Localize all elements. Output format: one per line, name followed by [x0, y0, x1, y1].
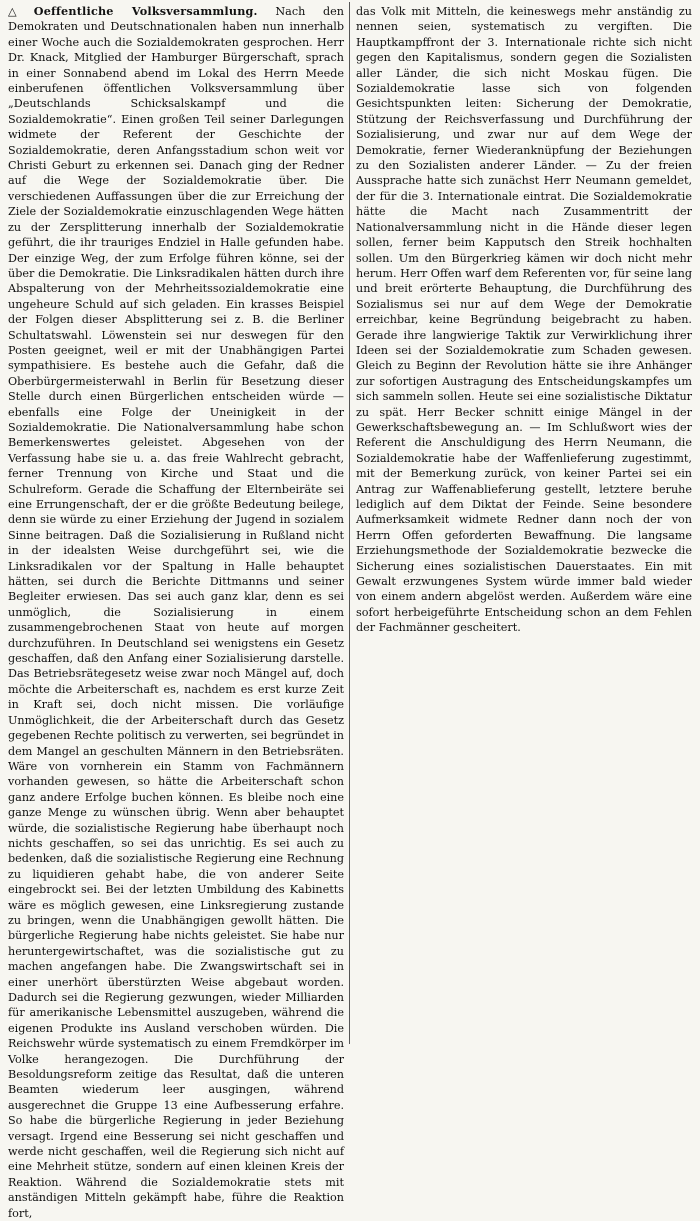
triangle-marker-icon: △: [8, 4, 31, 18]
article-column-left: [8, 4, 344, 1220]
article-lead-paragraph: [8, 4, 344, 1221]
article-text-right: das Volk mit Mitteln, die keineswegs mehr anständig zu nennen seien, systematisch zu vergiften. Die Hauptkampffront der 3. Internationale richte sich nicht gegen den Kapitalismus, sondern gegen die Sozialisten aller Länder, die sich nicht Moskau fügen. Die Sozialdemokratie lasse sich von folgenden Gesichtspunkten leiten: Sicherung der Demokratie, Stützung der Reichsverfassung und Durchführung der Sozialisierung, und zwar nur auf dem Wege der Demokratie, ferner Wiederanknüpfung der Beziehungen zu den Sozialisten anderer Länder. — Zu der freien Aussprache hatte sich zunächst Herr Neumann gemeldet, der für die 3. Internationale eintrat. Die Sozialdemokratie hätte die Macht nach Zusammentritt der Nationalversammlung nicht in die Hände dieser legen sollen, ferner beim Kapputsch den Streik hochhalten sollen. Um den Bürgerkrieg kämen wir doch nicht mehr herum. Herr Offen warf dem Referenten vor, für seine lang und breit erörterte Behauptung, die Durchführung des Sozialismus sei nur auf dem Wege der Demokratie erreichbar, keine Begründung beigebracht zu haben. Gerade ihre langwierige Taktik zur Verwirklichung ihrer Ideen sei der Sozialdemokratie zum Schaden gewesen. Gleich zu Beginn der Revolution hätte sie ihre Anhänger zur sofortigen Austragung des Entscheidungskampfes um sich sammeln sollen. Heute sei eine sozialistische Diktatur zu spät. Herr Becker schnitt einige Mängel in der Gewerkschaftsbewegung an. — Im Schlußwort wies der Referent die Anschuldigung des Herrn Neumann, die Sozialdemokratie habe der Waffenlieferung zugestimmt, mit der Bemerkung zurück, von keiner Partei sei ein Antrag zur Waffenablieferung gestellt, letztere beruhe lediglich auf dem Diktat der Feinde. Seine besondere Aufmerksamkeit widmete Redner dann noch der von Herrn Offen geforderten Bewaffnung. Die langsame Erziehungsmethode der Sozialdemokratie bezwecke die Sicherung eines sozialistischen Dauerstaates. Ein mit Gewalt erzwungenes System würde immer bald wieder von einem andern abgelöst werden. Außerdem wäre eine sofort herbeigeführte Entscheidung schon an dem Fehlen der Fachmänner gescheitert.: [356, 5, 692, 635]
article-continuation-paragraph: [356, 4, 692, 636]
article-text-left: Nach den Demokraten und Deutschnationalen haben nun innerhalb einer Woche auch die Sozialdemokraten gesprochen. Herr Dr. Knack, Mitglied der Hamburger Bürgerschaft, sprach in einer Sonnabend abend im Lokal des Herrn Meede einberufenen öffentlichen Volksversammlung über „Deutschlands Schicksalskampf und die Sozialdemokratie“. Einen großen Teil seiner Darlegungen widmete der Referent der Geschichte der Sozialdemokratie, deren Anfangsstadium schon weit vor Christi Geburt zu erkennen sei. Danach ging der Redner auf die Wege der Sozialdemokratie über. Die verschiedenen Auffassungen über die zur Erreichung der Ziele der Sozialdemokratie einzuschlagenden Wege hätten zu der Zersplitterung innerhalb der Sozialdemokratie geführt, die ihr trauriges Endziel in Halle gefunden habe. Der einzige Weg, der zum Erfolge führen könne, sei der über die Demokratie. Die Linksradikalen hätten durch ihre Abspalterung von der Mehrheitssozialdemokratie eine ungeheure Schuld auf sich geladen. Ein krasses Beispiel der Folgen dieser Absplitterung sei z. B. die Berliner Schultatswahl. Löwenstein sei nur deswegen für den Posten geeignet, weil er mit der Unabhängigen Partei sympathisiere. Es bestehe auch die Gefahr, daß die Oberbürgermeisterwahl in Berlin für Besetzung dieser Stelle durch einen Bürgerlichen entscheiden würde — ebenfalls eine Folge der Uneinigkeit in der Sozialdemokratie. Die Nationalversammlung habe schon Bemerkenswertes geleistet. Abgesehen von der Verfassung habe sie u. a. das freie Wahlrecht gebracht, ferner Trennung von Kirche und Staat und die Schulreform. Gerade die Schaffung der Elternbeiräte sei eine Errungenschaft, der er die größte Bedeutung beilege, denn sie würde zu einer Erziehung der Jugend in sozialem Sinne beitragen. Daß die Sozialisierung in Rußland nicht in der idealsten Weise durchgeführt sei, wie die Linksradikalen vor der Spaltung in Halle behauptet hätten, sei durch die Berichte Dittmanns und seiner Begleiter erwiesen. Das sei auch ganz klar, denn es sei unmöglich, die Sozialisierung in einem zusammengebrochenen Staat von heute auf morgen durchzuführen. In Deutschland sei wenigstens ein Gesetz geschaffen, daß den Anfang einer Sozialisierung darstelle. Das Betriebsrätegesetz weise zwar noch Mängel auf, doch möchte die Arbeiterschaft es, nachdem es erst kurze Zeit in Kraft sei, doch nicht missen. Die vorläufige Unmöglichkeit, die der Arbeiterschaft durch das Gesetz gegebenen Rechte politisch zu verwerten, sei begründet in dem Mangel an geschulten Männern in den Betriebsräten. Wäre von vornherein ein Stamm von Fachmännern vorhanden gewesen, so hätte die Arbeiterschaft schon ganz andere Erfolge buchen können. Es bleibe noch eine ganze Menge zu wünschen übrig. Wenn aber behauptet würde, die sozialistische Regierung habe überhaupt noch nichts geschaffen, so sei das unrichtig. Es sei auch zu bedenken, daß die sozialistische Regierung eine Rechnung zu liquidieren gehabt habe, die von anderer Seite eingebrockt sei. Bei der letzten Umbildung des Kabinetts wäre es möglich gewesen, eine Linksregierung zustande zu bringen, wenn die Unabhängigen gewollt hätten. Die bürgerliche Regierung habe nichts geleistet. Sie habe nur heruntergewirtschaftet, was die sozialistische gut zu machen angefangen habe. Die Zwangswirtschaft sei in einer unerhört überstürzten Weise abgebaut worden. Dadurch sei die Regierung gezwungen, wieder Milliarden für amerikanische Lebensmittel auszugeben, während die eigenen Produkte ins Ausland verschoben würden. Die Reichswehr würde systematisch zu einem Fremdkörper im Volke herangezogen. Die Durchführung der Besoldungsreform zeitige das Resultat, daß die unteren Beamten wiederum leer ausgingen, während ausgerechnet die Gruppe 13 eine Aufbesserung erfahre. So habe die bürgerliche Regierung in jeder Beziehung versagt. Irgend eine Besserung sei nicht geschaffen und werde nicht geschaffen, weil die Regierung sich nicht auf eine Mehrheit stütze, sondern auf einen kleinen Kreis der Reaktion. Während die Sozialdemokratie stets mit anständigen Mitteln gekämpft habe, führe die Reaktion fort,: [8, 5, 344, 1220]
column-divider: [349, 2, 350, 1044]
article-headline: Oeffentliche Volksversammlung.: [33, 4, 258, 18]
article-column-right: [356, 4, 692, 1042]
